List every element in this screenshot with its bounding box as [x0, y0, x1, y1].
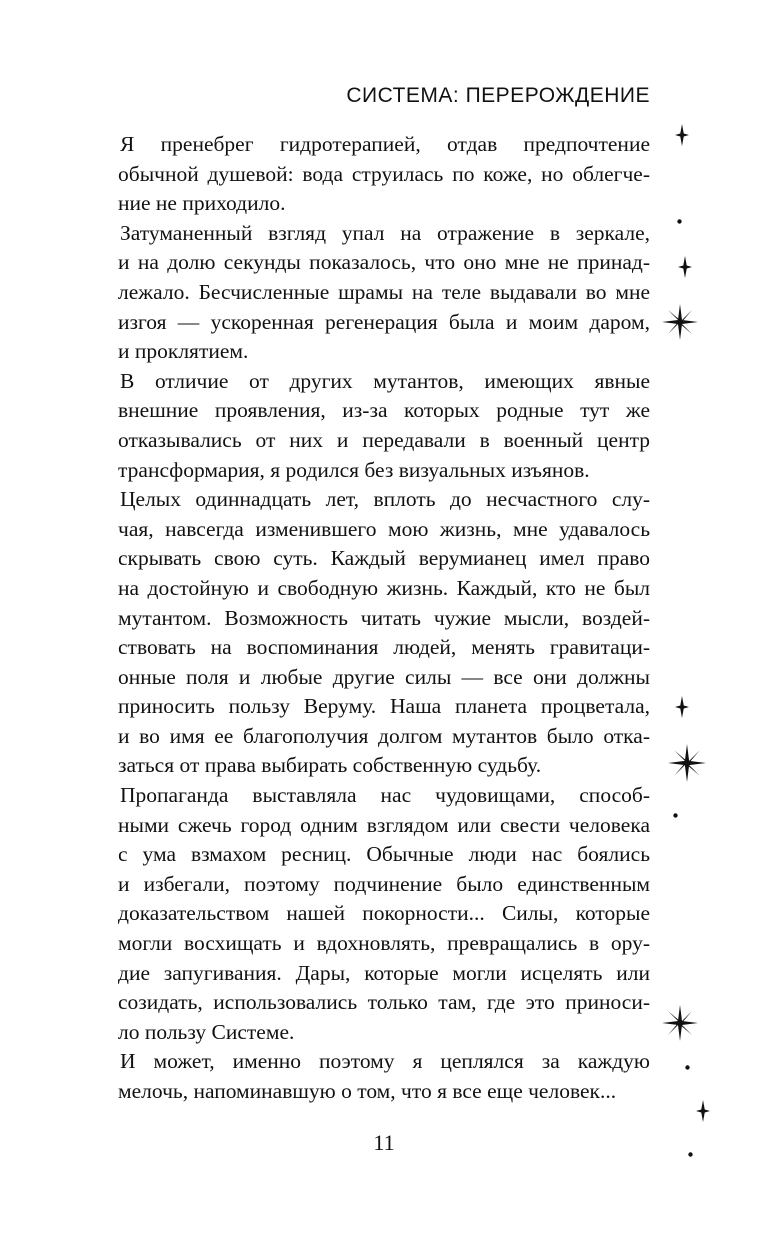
text-line: и избегали, поэтому подчинение было единственным [118, 871, 650, 896]
text-line: ствовать на воспоминания людей, менять гравитаци- [118, 635, 650, 660]
sparkle-icon [675, 696, 689, 718]
text-line: В отличие от других мутантов, имеющих явные [120, 368, 650, 393]
star-burst-icon [668, 744, 706, 782]
text-line: приносить пользу Веруму. Наша планета процветала, [118, 694, 650, 719]
text-line: доказательством нашей покорности... Силы, которые [118, 901, 650, 926]
text-line: чая, навсегда изменившего мою жизнь, мне удавалось [118, 516, 650, 541]
text-line: Пропаганда выставляла нас чудовищами, способ- [120, 783, 650, 808]
text-line: созидать, использовались только там, где это приноси- [118, 990, 650, 1015]
text-line: ными сжечь город одним взглядом или свести человека [118, 812, 650, 837]
text-line: мелочь, напоминавшую о том, что я все еще человек... [118, 1079, 617, 1103]
text-line: и во имя ее благополучия долгом мутантов было отка- [118, 723, 650, 748]
sparkle-icon [678, 256, 692, 278]
dot-icon [688, 1152, 693, 1157]
text-line: отказывались от них и передавали в военный центр [118, 427, 650, 452]
text-line: лежало. Бесчисленные шрамы на теле выдавали во мне [118, 279, 650, 304]
star-burst-icon [662, 304, 698, 340]
text-line: и проклятием. [118, 339, 249, 364]
text-line: ло пользу Системе. [118, 1019, 295, 1044]
sparkle-icon [675, 124, 689, 146]
star-burst-icon [662, 1005, 698, 1041]
text-line: трансформария, я родился без визуальных изъянов. [118, 457, 590, 482]
text-line: онные поля и любые другие силы — все они должны [118, 664, 650, 689]
text-line: И может, именно поэтому я цеплялся за каждую [120, 1049, 650, 1074]
text-line: Целых одиннадцать лет, вплоть до несчастного слу- [120, 487, 650, 512]
text-line: заться от права выбирать собственную судьбу. [118, 753, 542, 778]
text-line: обычной душевой: вода струилась по коже, но облегче- [118, 161, 650, 186]
body-text [118, 130, 650, 1107]
text-line: на достойную и свободную жизнь. Каждый, кто не был [118, 575, 650, 600]
text-line: с ума взмахом ресниц. Обычные люди нас боялись [118, 842, 650, 867]
text-line: скрывать свою суть. Каждый верумианец имел право [118, 546, 650, 571]
sparkle-icon [696, 1100, 710, 1122]
running-head: СИСТЕМА: ПЕРЕРОЖДЕНИЕ [346, 84, 650, 107]
text-line: внешние проявления, из-за которых родные тут же [118, 398, 650, 423]
text-line: и на долю секунды показалось, что оно мне не принад- [118, 250, 650, 275]
text-line: изгоя — ускоренная регенерация была и моим даром, [118, 309, 650, 334]
text-line: Я пренебрег гидротерапией, отдав предпочтение [120, 132, 650, 156]
dot-icon [673, 813, 678, 818]
dot-icon [685, 1065, 690, 1070]
text-line: мутантом. Возможность читать чужие мысли, воздей- [118, 605, 650, 630]
page-number: 11 [373, 1130, 395, 1155]
dot-icon [677, 219, 682, 224]
text-line: могли восхищать и вдохновлять, превращались в ору- [118, 931, 650, 956]
text-line: ние не приходило. [118, 191, 286, 216]
text-line: Затуманенный взгляд упал на отражение в зеркале, [120, 220, 650, 245]
text-line: дие запугивания. Дары, которые могли исцелять или [118, 960, 650, 985]
